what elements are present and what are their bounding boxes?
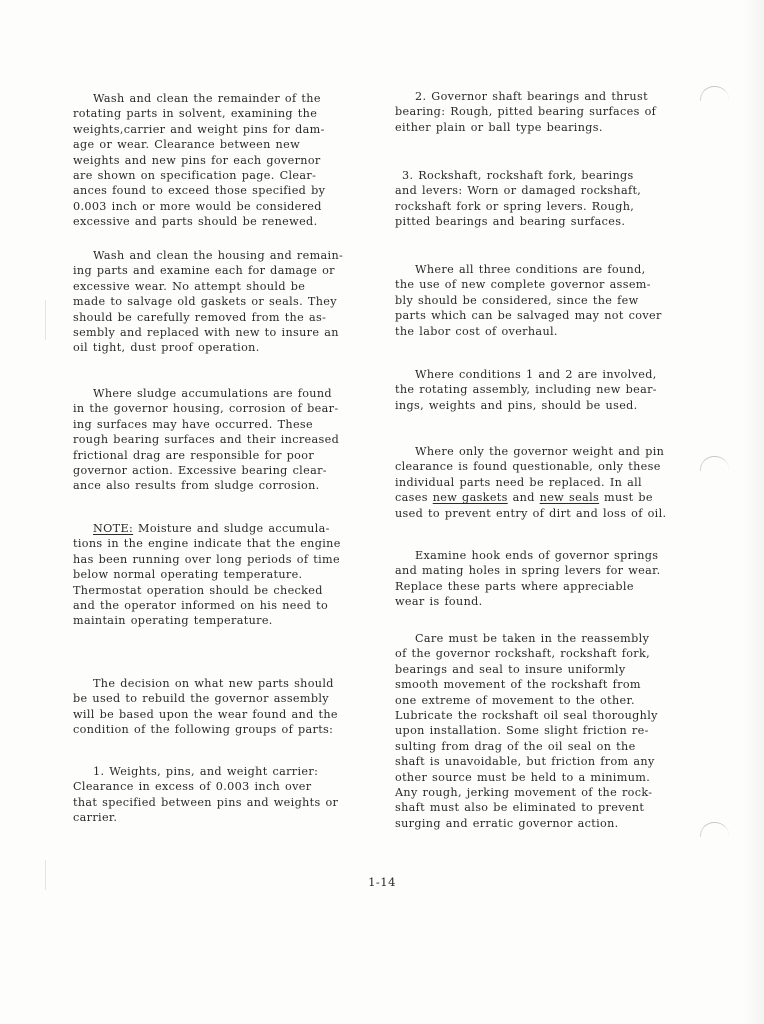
page-number: 1-14 [368, 875, 396, 889]
paragraph-all-three-conditions: Where all three conditions are found, the use of new complete governor assem- bly should be considered, since the few parts which can be salvaged may not cover the labor cost of overhaul. [395, 263, 662, 338]
paragraph-note-moisture [73, 521, 363, 629]
page-edge-shadow [742, 0, 764, 1024]
text-segment: must be used to prevent entry of dirt and loss of oil. [395, 491, 667, 520]
note-text: Moisture and sludge accumula- tions in the engine indicate that the engine has been running over long periods of time below normal operating temperature. Thermostat operation should be checked and the operator informed on his need to maintain operating temperature. [73, 522, 341, 628]
paragraph-item-3-rockshaft: 3. Rockshaft, rockshaft fork, bearings and levers: Worn or damaged rockshaft, rockshaft fork or spring levers. Rough, pitted bearings and bearing surfaces. [395, 169, 642, 229]
underlined-new-seals: new seals [539, 491, 600, 505]
paragraph-hook-ends: Examine hook ends of governor springs and mating holes in spring levers for wear. Replace these parts where appreciable wear is found. [395, 549, 661, 609]
binder-hole-mark-top [700, 86, 729, 101]
paragraph-item-1-weights: 1. Weights, pins, and weight carrier: Clearance in excess of 0.003 inch over that specified between pins and weights or carrier. [73, 765, 339, 825]
paragraph-wash-housing: Wash and clean the housing and remain- ing parts and examine each for damage or excessive wear. No attempt should be made to salvage old gaskets or seals. They should be carefully removed from the as- sembly and replaced with new to insure an oil tight, dust proof operation. [73, 249, 344, 355]
text-segment: and [507, 491, 540, 505]
text-segment: Where only the governor weight and pin clearance is found questionable, only these individual parts need be replaced. In all cases [395, 445, 665, 505]
paragraph-reassembly-care: Care must be taken in the reassembly of the governor rockshaft, rockshaft fork, bearings and seal to insure uniformly smooth movement of the rockshaft from one extreme of movement to the other. Lubricate the rockshaft oil seal thoroughly upon installation. Some slight friction re- sulting from drag of the oil seal on the shaft is unavoidable, but friction from any other source must be held to a minimum. Any rough, jerking movement of the rock- shaft must also be eliminated to prevent surging and erratic governor action. [395, 632, 658, 830]
paragraph-sludge-accumulations: Where sludge accumulations are found in the governor housing, corrosion of bear- ing surfaces may have occurred. These rough bearing surfaces and their increased frictional drag are responsible for poor governor action. Excessive bearing clear- ance also results from sludge corrosion. [73, 387, 340, 493]
paragraph-decision-new-parts: The decision on what new parts should be used to rebuild the governor assembly will be based upon the wear found and the condition of the following groups of parts: [73, 677, 338, 737]
binder-hole-mark-bottom [700, 822, 729, 837]
scan-artifact-line [45, 300, 46, 340]
note-label: NOTE: [93, 522, 134, 535]
paragraph-weight-pin-clearance [395, 444, 690, 521]
paragraph-item-2-bearings: 2. Governor shaft bearings and thrust bearing: Rough, pitted bearing surfaces of either plain or ball type bearings. [395, 90, 657, 134]
underlined-new-gaskets: new gaskets [432, 491, 508, 505]
paragraph-conditions-1-and-2: Where conditions 1 and 2 are involved, the rotating assembly, including new bear- ings, weights and pins, should be used. [395, 368, 657, 412]
paragraph-wash-rotating-parts: Wash and clean the remainder of the rotating parts in solvent, examining the weights,carrier and weight pins for dam- age or wear. Clearance between new weights and new pins for each governor are shown on specification page. Clear- ances found to exceed those specified by 0.003 inch or more would be considered excessive and parts should be renewed. [73, 92, 326, 229]
binder-hole-mark-middle [700, 456, 729, 471]
